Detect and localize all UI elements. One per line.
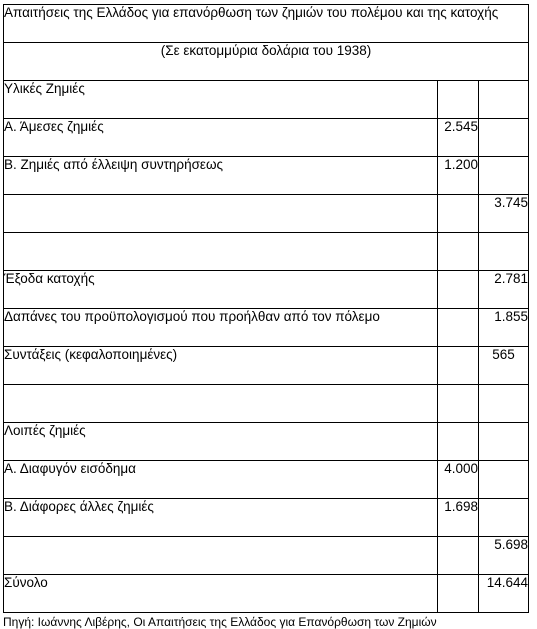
row-subtotal [438, 233, 479, 271]
row-subtotal [438, 195, 479, 233]
row-label [4, 195, 438, 233]
row-total: 2.781 [479, 271, 529, 309]
war-damages-table [3, 4, 529, 613]
table-row [4, 499, 529, 537]
row-label: Έξοδα κατοχής [4, 271, 438, 309]
row-total [479, 81, 529, 119]
row-total [479, 385, 529, 423]
table-row [4, 233, 529, 271]
row-label: Β. Διάφορες άλλες ζημιές [4, 499, 438, 537]
table-row [4, 119, 529, 157]
source-footnote: Πηγή: Ιωάννης Λιβέρης, Οι Απαιτήσεις της Ελλάδος για Επανόρθωση των Ζημιών [3, 615, 437, 629]
row-label [4, 233, 438, 271]
row-label: Α. Άμεσες ζημιές [4, 119, 438, 157]
row-label: Σύνολο [4, 575, 438, 613]
table-title: Απαιτήσεις της Ελλάδος για επανόρθωση των ζημιών του πολέμου και της κατοχής [4, 5, 529, 43]
row-label: Συντάξεις (κεφαλοποιημένες) [4, 347, 438, 385]
table-row [4, 195, 529, 233]
table-row [4, 81, 529, 119]
row-label: Λοιπές ζημιές [4, 423, 438, 461]
table-row [4, 575, 529, 613]
row-total: 565 [479, 347, 529, 385]
row-total: 3.745 [479, 195, 529, 233]
row-label: Α. Διαφυγόν εισόδημα [4, 461, 438, 499]
table-row [4, 537, 529, 575]
claims-table-container [3, 4, 529, 613]
row-subtotal [438, 537, 479, 575]
table-row [4, 461, 529, 499]
row-subtotal: 4.000 [438, 461, 479, 499]
row-total [479, 423, 529, 461]
row-subtotal [438, 309, 479, 347]
row-total: 14.644 [479, 575, 529, 613]
row-label [4, 385, 438, 423]
row-total [479, 119, 529, 157]
table-subtitle: (Σε εκατομμύρια δολάρια του 1938) [4, 43, 529, 81]
row-subtotal [438, 81, 479, 119]
row-total: 5.698 [479, 537, 529, 575]
table-row [4, 423, 529, 461]
row-subtotal [438, 385, 479, 423]
row-subtotal: 2.545 [438, 119, 479, 157]
row-subtotal: 1.698 [438, 499, 479, 537]
row-label [4, 537, 438, 575]
row-total [479, 499, 529, 537]
row-total: 1.855 [479, 309, 529, 347]
row-subtotal [438, 347, 479, 385]
table-title-row [4, 5, 529, 43]
row-total [479, 157, 529, 195]
row-label: Δαπάνες του προϋπολογισμού που προήλθαν από τον πόλεμο [4, 309, 438, 347]
row-subtotal [438, 423, 479, 461]
row-subtotal: 1.200 [438, 157, 479, 195]
table-row [4, 271, 529, 309]
row-subtotal [438, 575, 479, 613]
table-row [4, 309, 529, 347]
row-total [479, 233, 529, 271]
row-label: Υλικές Ζημιές [4, 81, 438, 119]
row-subtotal [438, 271, 479, 309]
table-row [4, 347, 529, 385]
table-row [4, 385, 529, 423]
row-label: Β. Ζημιές από έλλειψη συντηρήσεως [4, 157, 438, 195]
table-row [4, 157, 529, 195]
row-total [479, 461, 529, 499]
table-subtitle-row [4, 43, 529, 81]
